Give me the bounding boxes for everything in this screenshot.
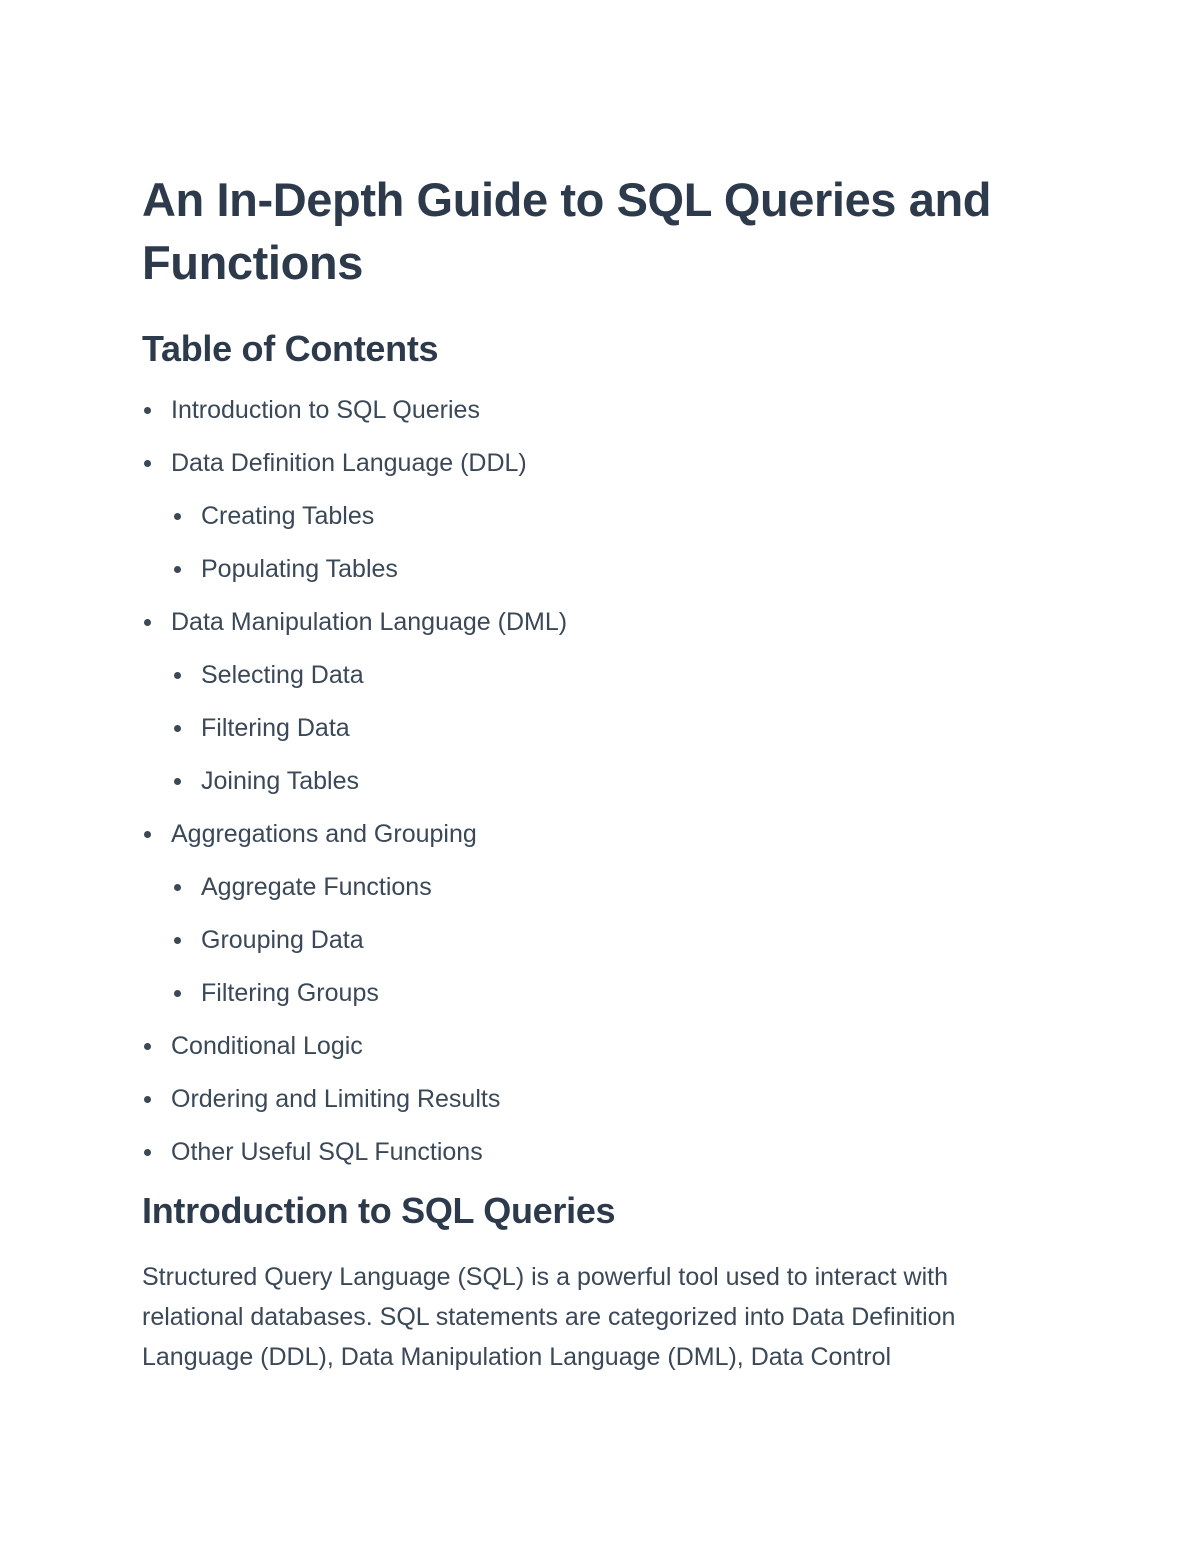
intro-paragraph: Structured Query Language (SQL) is a powerful tool used to interact with relational databases. SQL statements are categorized into Data Definition Language (DDL), Data Manipulation Language (DML), Data Control [142,1263,956,1371]
toc-item-label: Ordering and Limiting Results [171,1085,501,1113]
toc-item-label: Other Useful SQL Functions [171,1138,483,1166]
toc-item-label: Selecting Data [201,661,364,689]
toc-item-label: Filtering Data [201,714,350,742]
toc-item-label: Populating Tables [201,555,398,583]
toc-subitem[interactable] [142,712,1052,744]
document-page [142,168,1052,1377]
toc-item[interactable] [142,394,1052,426]
toc-item[interactable] [142,1030,1052,1062]
toc-item-label: Data Manipulation Language (DML) [171,608,568,636]
toc-item-label: Introduction to SQL Queries [171,396,480,424]
toc-item-label: Creating Tables [201,502,375,530]
bullet-icon [174,937,181,944]
bullet-icon [144,407,151,414]
toc-heading: Table of Contents [142,328,439,369]
toc-item-label: Joining Tables [201,767,359,795]
section-heading-introduction: Introduction to SQL Queries [142,1190,616,1231]
toc-item-label: Conditional Logic [171,1032,363,1060]
bullet-icon [144,1096,151,1103]
toc-subitem[interactable] [142,659,1052,691]
table-of-contents [142,394,1052,1168]
bullet-icon [144,1043,151,1050]
toc-subitem[interactable] [142,924,1052,956]
page-title: An In-Depth Guide to SQL Queries and Functions [142,173,992,289]
bullet-icon [174,778,181,785]
toc-item-label: Aggregate Functions [201,873,432,901]
toc-item-label: Data Definition Language (DDL) [171,449,527,477]
toc-item-label: Grouping Data [201,926,364,954]
toc-subitem[interactable] [142,500,1052,532]
toc-subitem[interactable] [142,871,1052,903]
bullet-icon [174,884,181,891]
bullet-icon [174,672,181,679]
toc-subitem[interactable] [142,553,1052,585]
bullet-icon [144,831,151,838]
toc-item[interactable] [142,447,1052,479]
bullet-icon [174,513,181,520]
toc-subitem[interactable] [142,977,1052,1009]
toc-item-label: Filtering Groups [201,979,379,1007]
toc-item[interactable] [142,606,1052,638]
bullet-icon [174,725,181,732]
bullet-icon [144,1149,151,1156]
toc-item[interactable] [142,818,1052,850]
bullet-icon [174,990,181,997]
bullet-icon [174,566,181,573]
toc-item[interactable] [142,1136,1052,1168]
toc-subitem[interactable] [142,765,1052,797]
toc-item-label: Aggregations and Grouping [171,820,477,848]
bullet-icon [144,460,151,467]
bullet-icon [144,619,151,626]
toc-item[interactable] [142,1083,1052,1115]
